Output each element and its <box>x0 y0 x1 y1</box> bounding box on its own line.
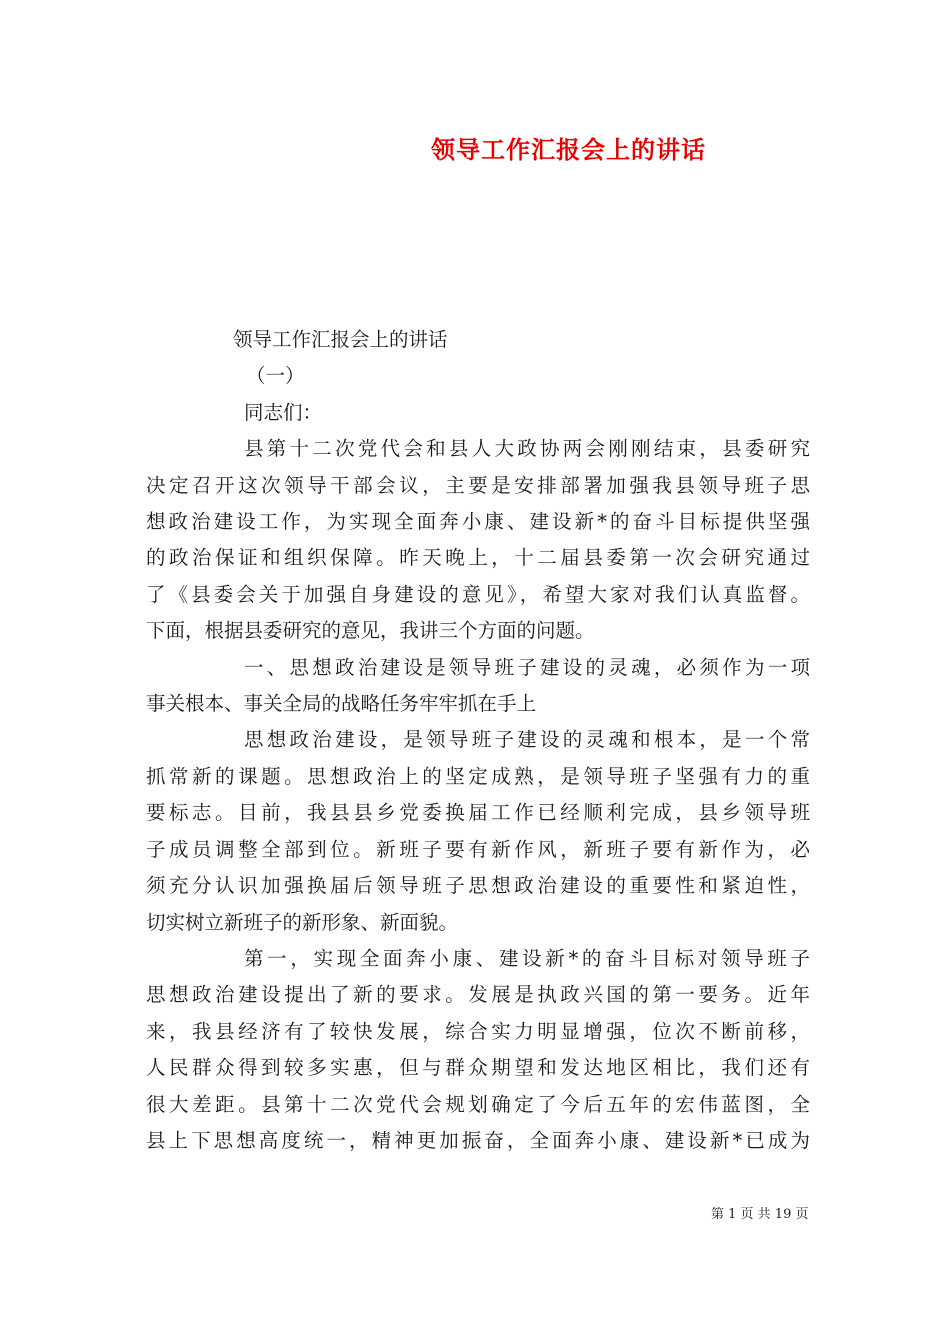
section-number: （一） <box>246 364 305 388</box>
document-subtitle: 领导工作汇报会上的讲话 <box>233 328 448 351</box>
paragraph-line: 想政治建设工作，为实现全面奔小康、建设新*的奋斗目标提供坚强 <box>146 510 810 534</box>
paragraph <box>146 431 810 649</box>
paragraph-line: 思想政治建设提出了新的要求。发展是执政兴国的第一要务。近年 <box>146 983 810 1007</box>
paragraph-line: 了《县委会关于加强自身建设的意见》，希望大家对我们认真监督。 <box>146 582 810 606</box>
greeting: 同志们： <box>244 400 323 424</box>
paragraph-line: 抓常新的课题。思想政治上的坚定成熟，是领导班子坚强有力的重 <box>146 764 810 788</box>
document-title: 领导工作汇报会上的讲话 <box>431 135 706 164</box>
page-indicator: 第 1 页 共 19 页 <box>711 1207 809 1222</box>
section-heading <box>146 650 810 723</box>
paragraph-line: 切实树立新班子的新形象、新面貌。 <box>146 910 459 934</box>
paragraph-line: 人民群众得到较多实惠，但与群众期望和发达地区相比，我们还有 <box>146 1056 810 1080</box>
paragraph-line: 事关根本、事关全局的战略任务牢牢抓在手上 <box>146 692 537 716</box>
paragraph-line: 决定召开这次领导干部会议，主要是安排部署加强我县领导班子思 <box>146 473 810 497</box>
paragraph-line: 很大差距。县第十二次党代会规划确定了今后五年的宏伟蓝图，全 <box>146 1092 810 1116</box>
paragraph <box>146 722 810 940</box>
document-body <box>146 322 810 1159</box>
paragraph <box>146 941 810 1159</box>
paragraph-line: 县第十二次党代会和县人大政协两会刚刚结束，县委研究 <box>244 437 810 461</box>
paragraph-line: 下面，根据县委研究的意见，我讲三个方面的问题。 <box>146 619 595 643</box>
paragraph-line: 要标志。目前，我县县乡党委换届工作已经顺利完成，县乡领导班 <box>146 801 810 825</box>
paragraph-line: 第一，实现全面奔小康、建设新*的奋斗目标对领导班子 <box>244 946 810 970</box>
paragraph-line: 须充分认识加强换届后领导班子思想政治建设的重要性和紧迫性， <box>146 874 810 898</box>
paragraph-line: 县上下思想高度统一，精神更加振奋，全面奔小康、建设新*已成为 <box>146 1128 810 1152</box>
paragraph-line: 子成员调整全部到位。新班子要有新作风，新班子要有新作为，必 <box>146 837 810 861</box>
paragraph-line: 思想政治建设，是领导班子建设的灵魂和根本，是一个常 <box>244 728 810 752</box>
paragraph-line: 一、思想政治建设是领导班子建设的灵魂，必须作为一项 <box>244 655 810 679</box>
paragraph-line: 的政治保证和组织保障。昨天晚上，十二届县委第一次会研究通过 <box>146 546 810 570</box>
paragraph-line: 来，我县经济有了较快发展，综合实力明显增强，位次不断前移， <box>146 1019 810 1043</box>
